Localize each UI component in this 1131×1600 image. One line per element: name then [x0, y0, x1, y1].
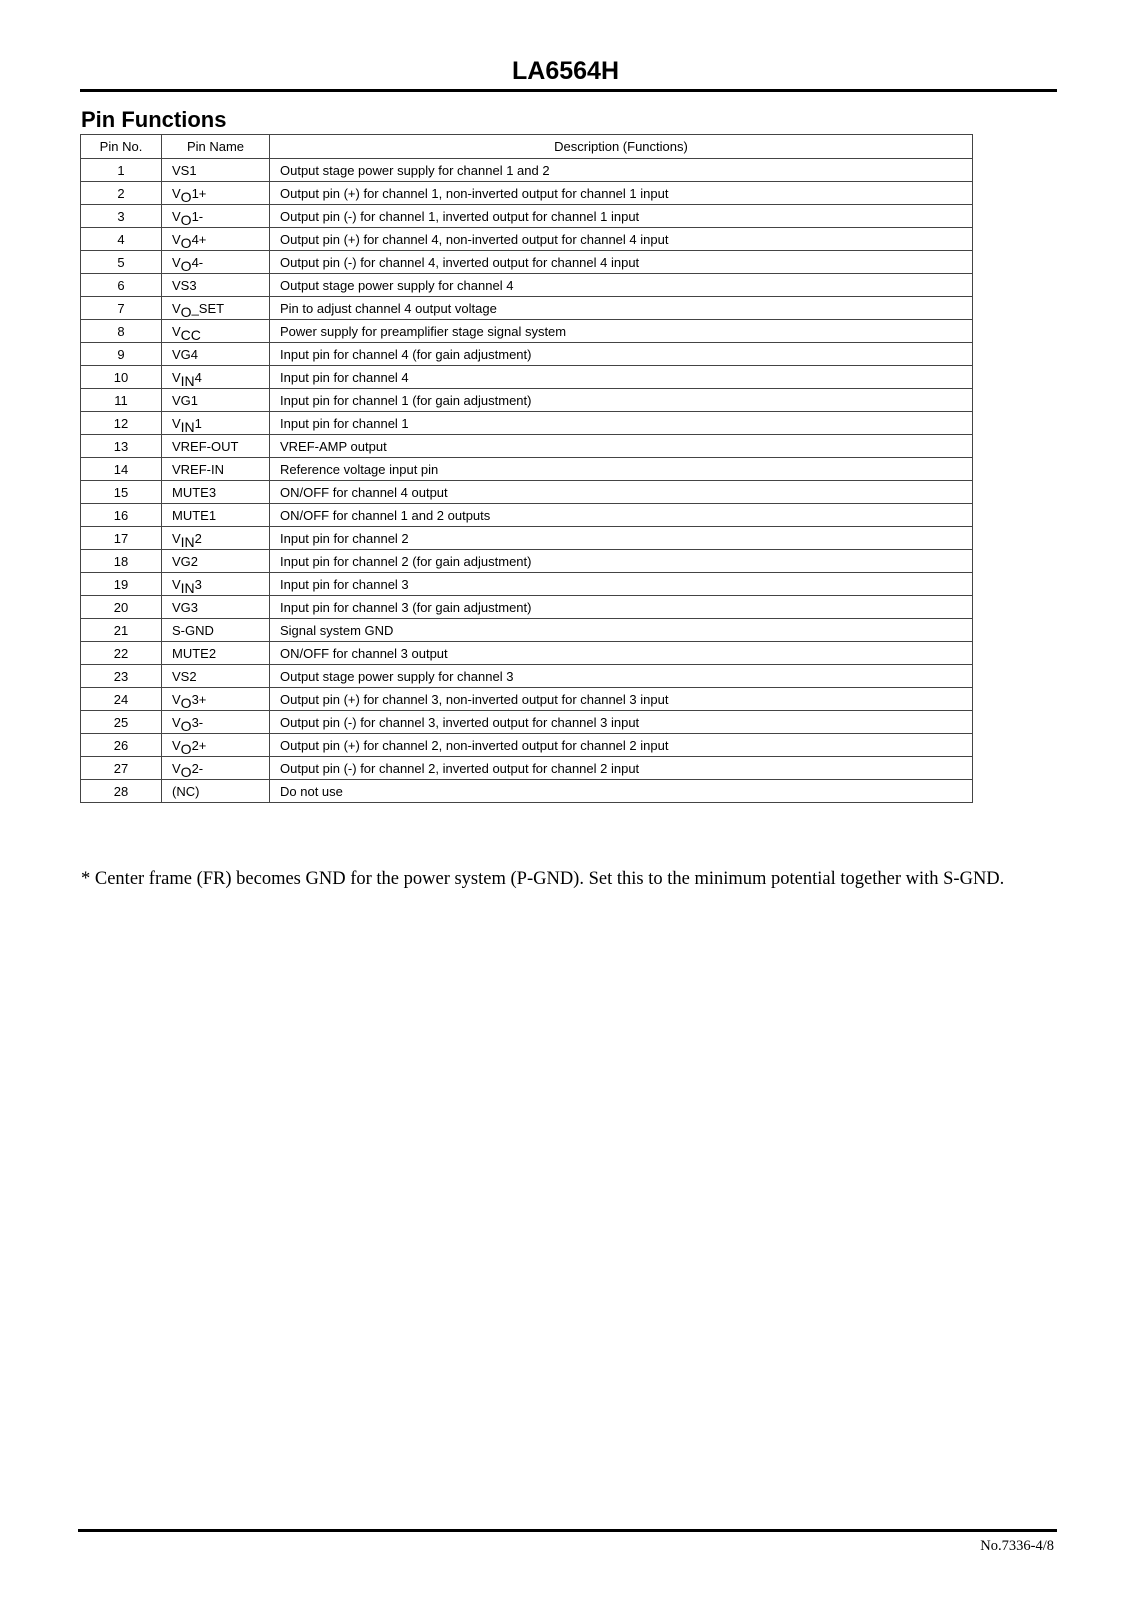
pin-description-cell: ON/OFF for channel 4 output — [270, 481, 973, 504]
pin-name-cell: $V_O2+$ — [162, 734, 270, 757]
table-row — [81, 688, 973, 711]
pin-description-cell: Power supply for preamplifier stage signal system — [270, 320, 973, 343]
pin-number-cell: 15 — [81, 481, 162, 504]
pin-number-cell: 25 — [81, 711, 162, 734]
table-row — [81, 366, 973, 389]
pin-number-cell: 23 — [81, 665, 162, 688]
table-row — [81, 734, 973, 757]
pin-number-cell: 27 — [81, 757, 162, 780]
pin-description-cell: Signal system GND — [270, 619, 973, 642]
pin-number-cell: 10 — [81, 366, 162, 389]
pin-name-cell: VG4 — [162, 343, 270, 366]
pin-number-cell: 12 — [81, 412, 162, 435]
header-divider — [80, 89, 1057, 92]
pin-name-cell: MUTE3 — [162, 481, 270, 504]
table-row — [81, 596, 973, 619]
pin-number-cell: 8 — [81, 320, 162, 343]
pin-number-cell: 4 — [81, 228, 162, 251]
pin-name-cell: $V_O4+$ — [162, 228, 270, 251]
page-number: No.7336-4/8 — [980, 1538, 1054, 1554]
column-header-description: Description (Functions) — [270, 135, 973, 159]
pin-name-cell: $V_O3-$ — [162, 711, 270, 734]
pin-number-cell: 2 — [81, 182, 162, 205]
pin-description-cell: Output pin (-) for channel 2, inverted output for channel 2 input — [270, 757, 973, 780]
pin-description-cell: Input pin for channel 3 — [270, 573, 973, 596]
pin-name-cell: $V_O1-$ — [162, 205, 270, 228]
pin-number-cell: 26 — [81, 734, 162, 757]
pin-description-cell: Output pin (-) for channel 3, inverted output for channel 3 input — [270, 711, 973, 734]
pin-name-cell: VS1 — [162, 159, 270, 182]
table-row — [81, 711, 973, 734]
pin-name-cell: VS2 — [162, 665, 270, 688]
pin-number-cell: 5 — [81, 251, 162, 274]
table-row — [81, 619, 973, 642]
pin-description-cell: Input pin for channel 2 — [270, 527, 973, 550]
pin-number-cell: 3 — [81, 205, 162, 228]
pin-name-cell: VREF-OUT — [162, 435, 270, 458]
pin-name-cell: MUTE1 — [162, 504, 270, 527]
table-row — [81, 481, 973, 504]
table-row — [81, 435, 973, 458]
pin-description-cell: Output stage power supply for channel 3 — [270, 665, 973, 688]
pin-name-cell: $V_{CC}$ — [162, 320, 270, 343]
table-row — [81, 389, 973, 412]
table-row — [81, 159, 973, 182]
table-row — [81, 412, 973, 435]
pin-description-cell: Output stage power supply for channel 4 — [270, 274, 973, 297]
pin-number-cell: 19 — [81, 573, 162, 596]
pin-number-cell: 18 — [81, 550, 162, 573]
pin-name-cell: S-GND — [162, 619, 270, 642]
pin-number-cell: 24 — [81, 688, 162, 711]
table-row — [81, 642, 973, 665]
table-row — [81, 251, 973, 274]
pin-name-cell: $V_{IN}1$ — [162, 412, 270, 435]
pin-number-cell: 13 — [81, 435, 162, 458]
pin-number-cell: 6 — [81, 274, 162, 297]
table-row — [81, 550, 973, 573]
pin-name-cell: VG1 — [162, 389, 270, 412]
pin-number-cell: 16 — [81, 504, 162, 527]
pin-description-cell: Output pin (+) for channel 1, non-inverted output for channel 1 input — [270, 182, 973, 205]
table-row — [81, 228, 973, 251]
table-row — [81, 573, 973, 596]
pin-description-cell: Input pin for channel 1 (for gain adjustment) — [270, 389, 973, 412]
pin-name-cell: $V_O\_SET$ — [162, 297, 270, 320]
pin-description-cell: Input pin for channel 2 (for gain adjustment) — [270, 550, 973, 573]
pin-name-cell: $V_O1+$ — [162, 182, 270, 205]
pin-description-cell: Input pin for channel 4 — [270, 366, 973, 389]
pin-description-cell: Output pin (-) for channel 1, inverted output for channel 1 input — [270, 205, 973, 228]
pin-description-cell: Reference voltage input pin — [270, 458, 973, 481]
pin-name-cell: $V_O2-$ — [162, 757, 270, 780]
pin-name-cell: $V_O4-$ — [162, 251, 270, 274]
pin-number-cell: 1 — [81, 159, 162, 182]
pin-number-cell: 22 — [81, 642, 162, 665]
table-row — [81, 527, 973, 550]
table-row — [81, 182, 973, 205]
pin-number-cell: 20 — [81, 596, 162, 619]
table-row — [81, 205, 973, 228]
pin-number-cell: 14 — [81, 458, 162, 481]
table-row — [81, 320, 973, 343]
pin-name-cell: $V_{IN}4$ — [162, 366, 270, 389]
pin-number-cell: 21 — [81, 619, 162, 642]
pin-description-cell: Output pin (+) for channel 4, non-inverted output for channel 4 input — [270, 228, 973, 251]
pin-number-cell: 9 — [81, 343, 162, 366]
footnote: * Center frame (FR) becomes GND for the power system (P-GND). Set this to the minimum potential together with S-GND. — [81, 869, 1005, 889]
pin-number-cell: 7 — [81, 297, 162, 320]
table-row — [81, 297, 973, 320]
pin-description-cell: Output pin (+) for channel 3, non-inverted output for channel 3 input — [270, 688, 973, 711]
pin-name-cell: (NC) — [162, 780, 270, 803]
pin-description-cell: Output pin (+) for channel 2, non-inverted output for channel 2 input — [270, 734, 973, 757]
pin-description-cell: Output pin (-) for channel 4, inverted output for channel 4 input — [270, 251, 973, 274]
pin-description-cell: ON/OFF for channel 1 and 2 outputs — [270, 504, 973, 527]
table-header-row — [81, 135, 973, 159]
pin-number-cell: 17 — [81, 527, 162, 550]
pin-name-cell: $V_{IN}3$ — [162, 573, 270, 596]
table-row — [81, 343, 973, 366]
section-title: Pin Functions — [81, 107, 227, 132]
pin-number-cell: 11 — [81, 389, 162, 412]
table-row — [81, 757, 973, 780]
pin-description-cell: Do not use — [270, 780, 973, 803]
pin-number-cell: 28 — [81, 780, 162, 803]
pin-description-cell: VREF-AMP output — [270, 435, 973, 458]
pin-name-cell: VG2 — [162, 550, 270, 573]
pin-name-cell: MUTE2 — [162, 642, 270, 665]
table-row — [81, 274, 973, 297]
pin-description-cell: ON/OFF for channel 3 output — [270, 642, 973, 665]
table-row — [81, 780, 973, 803]
pin-description-cell: Input pin for channel 1 — [270, 412, 973, 435]
document-title: LA6564H — [512, 57, 619, 85]
pin-functions-table — [80, 134, 973, 803]
table-row — [81, 458, 973, 481]
column-header-pin-no: Pin No. — [81, 135, 162, 159]
pin-description-cell: Output stage power supply for channel 1 and 2 — [270, 159, 973, 182]
column-header-pin-name: Pin Name — [162, 135, 270, 159]
pin-name-cell: $V_{IN}2$ — [162, 527, 270, 550]
pin-description-cell: Pin to adjust channel 4 output voltage — [270, 297, 973, 320]
pin-description-cell: Input pin for channel 3 (for gain adjustment) — [270, 596, 973, 619]
table-row — [81, 665, 973, 688]
pin-name-cell: $V_O3+$ — [162, 688, 270, 711]
pin-description-cell: Input pin for channel 4 (for gain adjustment) — [270, 343, 973, 366]
pin-name-cell: VG3 — [162, 596, 270, 619]
pin-name-cell: VREF-IN — [162, 458, 270, 481]
footer-divider — [78, 1529, 1057, 1532]
pin-name-cell: VS3 — [162, 274, 270, 297]
table-row — [81, 504, 973, 527]
